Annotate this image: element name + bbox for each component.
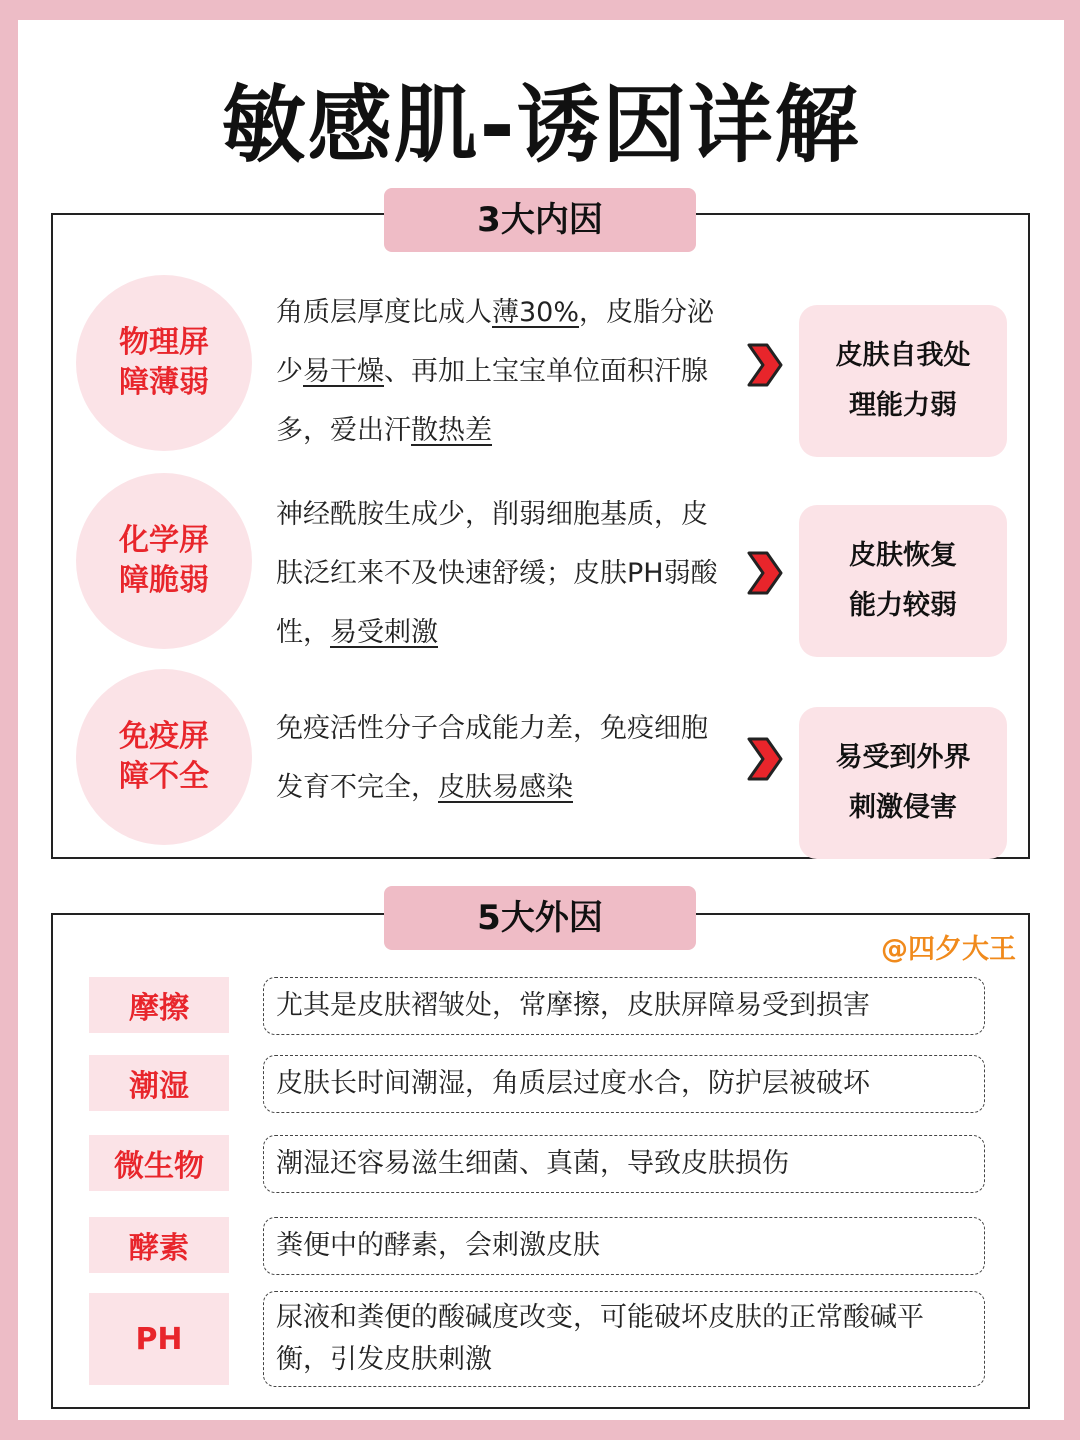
- page-title: 敏感肌-诱因详解: [221, 76, 861, 174]
- external-cause-label: 微生物: [89, 1135, 229, 1191]
- cause-label-line2: 障不全: [119, 759, 209, 794]
- result-line1: 皮肤自我处: [835, 340, 971, 371]
- desc-text: 神经酰胺生成少，削弱细胞基质，皮肤泛红来不及快速舒缓；皮肤PH弱酸性，: [276, 499, 718, 648]
- external-causes-section: [51, 913, 1030, 1409]
- external-cause-description: 潮湿还容易滋生细菌、真菌，导致皮肤损伤: [263, 1135, 985, 1193]
- external-cause-row: [89, 977, 989, 1035]
- chevron-right-icon: [745, 341, 785, 389]
- external-cause-description: 尤其是皮肤褶皱处，常摩擦，皮肤屏障易受到损害: [263, 977, 985, 1035]
- cause-description: [276, 699, 726, 817]
- external-cause-label: PH: [89, 1293, 229, 1385]
- desc-text: 免疫活性分子合成能力差，免疫细胞发育不完全，: [276, 713, 708, 803]
- author-watermark: @四夕大王: [881, 934, 1016, 965]
- cause-label-line1: 免疫屏: [119, 719, 209, 754]
- cause-label-line1: 化学屏: [119, 523, 209, 558]
- desc-text: ，皮脂分泌少: [276, 297, 715, 387]
- external-cause-label: 潮湿: [89, 1055, 229, 1111]
- external-cause-label: 摩擦: [89, 977, 229, 1033]
- cause-result-box: [799, 505, 1007, 657]
- desc-emphasis: 薄30%: [492, 297, 580, 328]
- page: [18, 20, 1064, 1420]
- external-cause-row: [89, 1291, 989, 1387]
- cause-result-box: [799, 707, 1007, 859]
- external-cause-label: 酵素: [89, 1217, 229, 1273]
- cause-description: [276, 283, 726, 460]
- result-line1: 皮肤恢复: [849, 540, 957, 571]
- external-cause-row: [89, 1135, 989, 1193]
- cause-label-line2: 障脆弱: [119, 563, 209, 598]
- cause-label-line1: 物理屏: [119, 325, 209, 360]
- cause-label-line2: 障薄弱: [119, 365, 209, 400]
- chevron-right-icon: [745, 735, 785, 783]
- result-line2: 刺激侵害: [849, 792, 957, 823]
- external-cause-row: [89, 1217, 989, 1275]
- desc-emphasis: 皮肤易感染: [438, 772, 573, 803]
- external-cause-row: [89, 1055, 989, 1113]
- external-cause-description: 尿液和粪便的酸碱度改变，可能破坏皮肤的正常酸碱平衡，引发皮肤刺激: [263, 1291, 985, 1387]
- desc-text: 、再加上宝宝单位面积汗腺多，爱出汗: [276, 356, 708, 446]
- external-cause-description: 皮肤长时间潮湿，角质层过度水合，防护层被破坏: [263, 1055, 985, 1113]
- external-cause-description: 粪便中的酵素，会刺激皮肤: [263, 1217, 985, 1275]
- desc-emphasis: 散热差: [411, 415, 492, 446]
- chevron-right-icon: [745, 549, 785, 597]
- internal-causes-section: [51, 213, 1030, 859]
- cause-label-circle: [76, 473, 252, 649]
- cause-label-circle: [76, 669, 252, 845]
- cause-result-box: [799, 305, 1007, 457]
- result-line1: 易受到外界: [835, 742, 971, 773]
- result-line2: 理能力弱: [849, 390, 957, 421]
- desc-emphasis: 易受刺激: [330, 617, 438, 648]
- internal-causes-heading: 3大内因: [384, 188, 696, 252]
- desc-emphasis: 易干燥: [303, 356, 384, 387]
- cause-label-circle: [76, 275, 252, 451]
- result-line2: 能力较弱: [849, 590, 957, 621]
- external-causes-heading: 5大外因: [384, 886, 696, 950]
- cause-description: [276, 485, 726, 662]
- desc-text: 角质层厚度比成人: [276, 297, 492, 328]
